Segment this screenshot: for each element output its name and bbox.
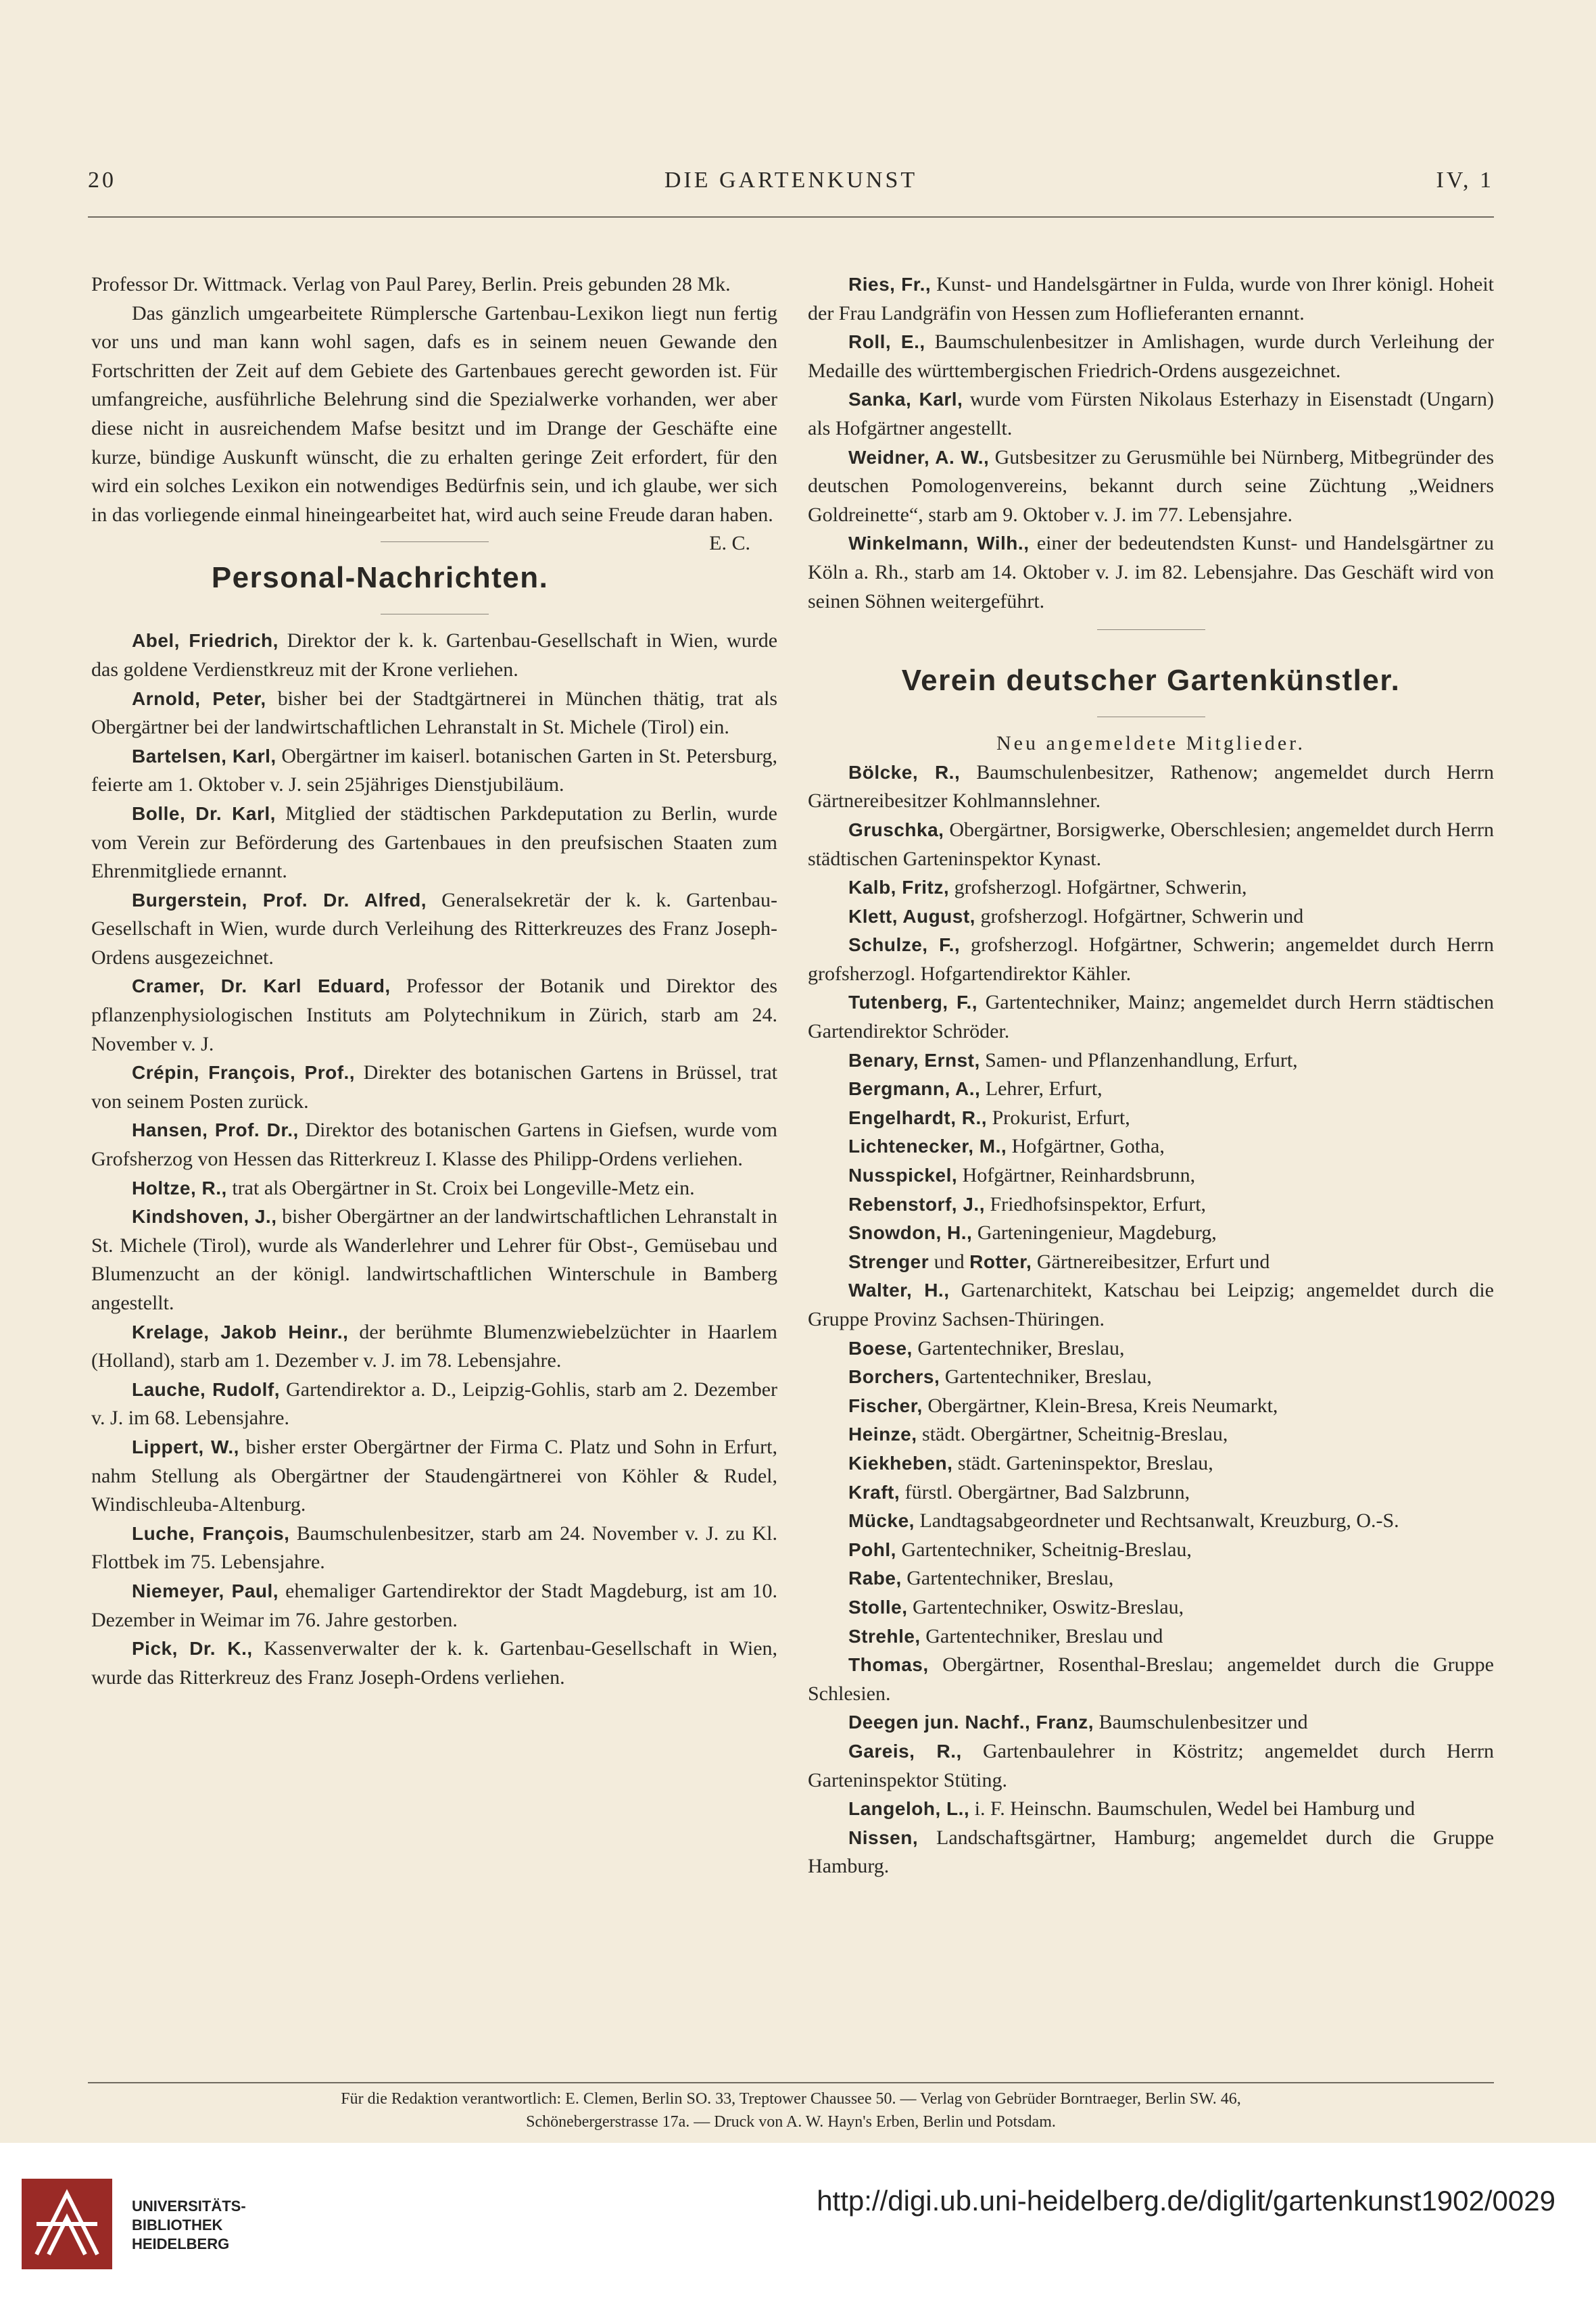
running-header <box>88 168 1494 208</box>
entry-name: Weidner, A. W., <box>848 446 990 468</box>
entry-text: Kassenverwalter der k. k. Gartenbau-Gesellschaft in Wien, wurde das Ritterkreuz des Franz Joseph-Ordens verliehen. <box>91 1637 778 1689</box>
entry-text: Direktor des botanischen Gartens in Giefsen, wurde vom Grofsherzog von Hessen das Ritterkreuz I. Klasse des Philipp-Ordens verliehen. <box>91 1119 777 1171</box>
review-citation: Professor Dr. Wittmack. Verlag von Paul Parey, Berlin. Preis gebunden 28 Mk. <box>91 273 731 295</box>
personal-entries <box>91 627 777 1692</box>
entry-name: Pohl, <box>848 1539 896 1560</box>
entry-text: Landschaftsgärtner, Hamburg; angemeldet durch die Gruppe Hamburg. <box>808 1826 1495 1878</box>
imprint-line-2: Schönebergerstrasse 17a. — Druck von A. W. Hayn's Erben, Berlin und Potsdam. <box>526 2113 1056 2131</box>
entry <box>808 1276 1494 1334</box>
entry-name: Lichtenecker, M., <box>848 1136 1007 1157</box>
entry-text: Obergärtner, Rosenthal-Breslau; angemeldet durch die Gruppe Schlesien. <box>808 1653 1494 1705</box>
member-list <box>808 758 1494 1881</box>
entry-text: Gutsbesitzer zu Gerusmühle bei Nürnberg, Mitbegründer des deutschen Pomologenvereins, bekannt durch seine Züchtung „Weidners Goldreinette“, starb am 9. Oktober v. J. im 77. Lebensjahre. <box>808 445 1494 526</box>
entry-name: Snowdon, H., <box>848 1222 973 1244</box>
entry <box>808 1708 1494 1737</box>
entry <box>91 886 777 973</box>
library-name: UNIVERSITÄTS- BIBLIOTHEK HEIDELBERG <box>132 2198 246 2252</box>
entry-name: Hansen, Prof. Dr., <box>132 1119 299 1141</box>
section-title-personal: Personal-Nachrichten. <box>211 561 549 595</box>
entry <box>808 529 1494 616</box>
page-number: 20 <box>88 168 116 193</box>
entry <box>808 443 1494 530</box>
entry-text: Gartentechniker, Mainz; angemeldet durch Herrn städtischen Gartendirektor Schröder. <box>808 991 1495 1043</box>
entry <box>808 1161 1494 1190</box>
separator-rule <box>1097 629 1205 630</box>
entry <box>808 931 1494 988</box>
entry <box>91 800 777 886</box>
entry-text: grofsherzogl. Hofgärtner, Schwerin und <box>980 904 1304 927</box>
entry <box>91 1116 777 1174</box>
entry-name: Heinze, <box>848 1424 917 1445</box>
entry <box>808 270 1494 328</box>
entry-text: Obergärtner, Klein-Bresa, Kreis Neumarkt, <box>927 1394 1278 1417</box>
entry-name: Crépin, François, Prof., <box>132 1062 356 1084</box>
entry-name: Nissen, <box>848 1827 919 1848</box>
entry-text: Hofgärtner, Reinhardsbrunn, <box>962 1164 1196 1187</box>
entry <box>808 385 1494 443</box>
left-column <box>91 270 777 1692</box>
entry <box>91 1059 777 1116</box>
entry-name: Strehle, <box>848 1625 921 1647</box>
entry-name: Deegen jun. Nachf., Franz, <box>848 1712 1094 1733</box>
entry-text: Gartenbaulehrer in Köstritz; angemeldet durch Herrn Garteninspektor Stüting. <box>808 1739 1494 1791</box>
entry-name: Winkelmann, Wilh., <box>848 533 1030 554</box>
entry-text: Gärtnereibesitzer, Erfurt und <box>1036 1250 1270 1273</box>
entry <box>808 1478 1494 1507</box>
review-signature: E. C. <box>709 532 750 555</box>
entry-name: Thomas, <box>848 1654 929 1676</box>
entry <box>91 1376 777 1433</box>
entry-name: Holtze, R., <box>132 1177 227 1199</box>
entry-name: Nusspickel, <box>848 1165 958 1186</box>
entry-text: Samen- und Pflanzenhandlung, Erfurt, <box>985 1048 1298 1071</box>
entry <box>91 972 777 1059</box>
entry <box>808 1622 1494 1651</box>
entry-name: Roll, E., <box>848 331 925 353</box>
entry-text: ehemaliger Gartendirektor der Stadt Magdeburg, ist am 10. Dezember in Weimar im 76. Jahre gestorben. <box>91 1579 777 1631</box>
entry <box>91 1318 777 1376</box>
imprint <box>88 2087 1494 2133</box>
entry-name: Lauche, Rudolf, <box>132 1378 281 1400</box>
header-rule <box>88 216 1494 218</box>
entry <box>91 1174 777 1203</box>
entry <box>808 328 1494 385</box>
source-url-link[interactable]: http://digi.ub.uni-heidelberg.de/diglit/gartenkunst1902/0029 <box>817 2185 1555 2217</box>
entry-name: Rabe, <box>848 1568 902 1589</box>
entry-name: Mücke, <box>848 1510 915 1532</box>
entry-name: Abel, Friedrich, <box>132 630 279 652</box>
entry-name: Niemeyer, Paul, <box>132 1580 279 1601</box>
entry-name: Bolle, Dr. Karl, <box>132 802 276 824</box>
entry-text: Gartenarchitekt, Katschau bei Leipzig; angemeldet durch die Gruppe Provinz Sachsen-Thüringen. <box>808 1279 1494 1330</box>
entry-name: Arnold, Peter, <box>132 687 266 709</box>
entry <box>91 1433 777 1520</box>
entry <box>808 758 1494 816</box>
entry <box>808 1190 1494 1219</box>
entry <box>91 627 777 684</box>
review-body: Das gänzlich umgearbeitete Rümplersche Gartenbau-Lexikon liegt nun fertig vor uns und man kann wohl sagen, dafs es in seinem neuen Gewande den Fortschritten der Zeit auf dem Gebiete des Gartenbaues gerecht geworden ist. Für umfangreiche, ausführliche Belehrung sind die Spezialwerke vorhanden, wer aber diese nicht in ausreichendem Mafse besitzt und im Drange der Geschäfte eine kurze, bündige Auskunft wünscht, die zu erhalten geringe Zeit erfordert, für den wird ein solches Lexikon ein notwendiges Bedürfnis sein, und ich glaube, wer sich in das vorliegende einmal hineingearbeitet hat, wird auch seine Freude daran haben. E. C. <box>91 299 777 530</box>
entry-text: Garteningenieur, Magdeburg, <box>977 1222 1217 1244</box>
entry <box>808 1507 1494 1536</box>
entry <box>808 1363 1494 1392</box>
entry-text: grofsherzogl. Hofgärtner, Schwerin, <box>954 876 1247 899</box>
entry-name: Gareis, R., <box>848 1740 962 1762</box>
entry-name: Gruschka, <box>848 819 944 840</box>
entry-name: Ries, Fr., <box>848 274 932 295</box>
entry <box>808 1046 1494 1075</box>
entry <box>808 1132 1494 1161</box>
entry <box>808 1248 1494 1277</box>
entry-name: Schulze, F., <box>848 934 961 956</box>
entry-text: und <box>934 1250 965 1273</box>
footer-rule <box>88 2082 1494 2083</box>
entry-text: Gartentechniker, Breslau, <box>917 1336 1125 1359</box>
university-library-logo-icon <box>16 2173 118 2275</box>
entry <box>808 988 1494 1046</box>
entry-name: Rotter, <box>969 1251 1032 1272</box>
entry-name: Kiekheben, <box>848 1452 953 1474</box>
entry-text: städt. Garteninspektor, Breslau, <box>957 1451 1213 1474</box>
entry-text: Professor der Botanik und Direktor des pflanzenphysiologischen Instituts am Polytechnikum in Zürich, starb am 24. November v. J. <box>91 975 778 1055</box>
entry <box>91 685 777 742</box>
entry-text: Hofgärtner, Gotha, <box>1011 1135 1165 1158</box>
entry-name: Bergmann, A., <box>848 1078 981 1100</box>
entry-text: wurde vom Fürsten Nikolaus Esterhazy in Eisenstadt (Ungarn) als Hofgärtner angestellt. <box>808 388 1495 439</box>
entry-text: Gartentechniker, Breslau und <box>925 1624 1163 1647</box>
entry <box>808 1593 1494 1622</box>
entry-text: Baumschulenbesitzer, Rathenow; angemeldet durch Herrn Gärtnereibesitzer Kohlmannslehner. <box>808 760 1494 813</box>
subsection-title: Neu angemeldete Mitglieder. <box>996 732 1306 755</box>
entry-text: Direktor der k. k. Gartenbau-Gesellschaft in Wien, wurde das goldene Verdienstkreuz mit der Krone verliehen. <box>91 629 778 681</box>
entry-text: Friedhofsinspektor, Erfurt, <box>990 1192 1207 1215</box>
section-title-verein: Verein deutscher Gartenkünstler. <box>901 664 1401 698</box>
entry-text: grofsherzogl. Hofgärtner, Schwerin; angemeldet durch Herrn grofsherzogl. Hofgartendirektor Kähler. <box>808 934 1495 985</box>
entry-name: Cramer, Dr. Karl Eduard, <box>132 975 391 997</box>
entry <box>808 873 1494 902</box>
entry-name: Fischer, <box>848 1395 923 1416</box>
entry-text: Direkter des botanischen Gartens in Brüssel, trat von seinem Posten zurück. <box>91 1061 777 1113</box>
entry <box>808 1536 1494 1565</box>
entry <box>808 1075 1494 1104</box>
entry-name: Kraft, <box>848 1481 900 1503</box>
entry-text: bisher Obergärtner an der landwirtschaftlichen Lehranstalt in St. Michele (Tirol), wurde als Wanderlehrer und Lehrer für Obst-, Gemüsebau und Blumenzucht an der königl. landwirtschaftlichen Winterschule in Bamberg angestellt. <box>91 1205 777 1314</box>
entry <box>808 1824 1494 1881</box>
entry-text: Lehrer, Erfurt, <box>985 1078 1103 1101</box>
entry-text: Mitglied der städtischen Parkdeputation zu Berlin, wurde vom Verein zur Beförderung des Gartenbaues in den preufsischen Staaten zum Ehrenmitgliede ernannt. <box>91 802 777 883</box>
entry-text: Kunst- und Handelsgärtner in Fulda, wurde von Ihrer königl. Hoheit der Frau Landgräfin von Hessen zum Hoflieferanten ernannt. <box>808 273 1495 324</box>
entry-name: Strenger <box>848 1251 929 1272</box>
entry-name: Burgerstein, Prof. Dr. Alfred, <box>132 889 427 911</box>
entry <box>91 1577 777 1635</box>
entry-name: Pick, Dr. K., <box>132 1638 253 1660</box>
entry <box>808 1334 1494 1363</box>
entry-text: Obergärtner, Borsigwerke, Oberschlesien; angemeldet durch Herrn städtischen Garteninspektor Kynast. <box>808 818 1495 870</box>
entry <box>91 742 777 800</box>
imprint-line-1: Für die Redaktion verantwortlich: E. Clemen, Berlin SO. 33, Treptower Chaussee 50. — Verlag von Gebrüder Borntraeger, Berlin SW. 46, <box>341 2090 1241 2108</box>
entry-name: Langeloh, L., <box>848 1798 970 1820</box>
entry <box>808 1392 1494 1421</box>
entry-name: Bartelsen, Karl, <box>132 745 276 767</box>
entry <box>808 1651 1494 1708</box>
entry-text: bisher erster Obergärtner der Firma C. Platz und Sohn in Erfurt, nahm Stellung als Obergärtner der Staudengärtnerei von Köhler & Rudel, Windischleuba-Altenburg. <box>91 1435 777 1516</box>
entry-text: Gartentechniker, Oswitz-Breslau, <box>913 1595 1184 1618</box>
entry <box>808 816 1494 873</box>
entry-name: Tutenberg, F., <box>848 992 978 1013</box>
entry-name: Boese, <box>848 1337 913 1359</box>
entry-name: Bölcke, R., <box>848 761 961 783</box>
entry-text: Gartentechniker, Breslau, <box>944 1365 1152 1388</box>
entry-text: Landtagsabgeordneter und Rechtsanwalt, Kreuzburg, O.-S. <box>919 1509 1399 1532</box>
entry-text: einer der bedeutendsten Kunst- und Handelsgärtner zu Köln a. Rh., starb am 14. Oktober v. J. im 82. Lebensjahre. Das Geschäft wird von seinen Söhnen weitergeführt. <box>808 532 1495 612</box>
entry-text: Baumschulenbesitzer, starb am 24. November v. J. zu Kl. Flottbek im 75. Lebensjahre. <box>91 1522 778 1574</box>
entry-text: Gartentechniker, Scheitnig-Breslau, <box>901 1538 1192 1561</box>
entry-name: Lippert, W., <box>132 1436 239 1457</box>
entry <box>808 1219 1494 1248</box>
journal-title: DIE GARTENKUNST <box>664 168 918 193</box>
entry-name: Borchers, <box>848 1366 940 1388</box>
entry-text: fürstl. Obergärtner, Bad Salzbrunn, <box>904 1480 1190 1503</box>
volume-number: IV, 1 <box>1436 168 1494 193</box>
entry-text: bisher bei der Stadtgärtnerei in München thätig, trat als Obergärtner bei der landwirtschaftlichen Lehranstalt in St. Michele (Tirol) ein. <box>91 687 777 739</box>
entry <box>808 1449 1494 1478</box>
entry-text: Gartentechniker, Breslau, <box>906 1567 1114 1590</box>
entry <box>808 1564 1494 1593</box>
entry-name: Luche, François, <box>132 1522 290 1544</box>
entry <box>808 1420 1494 1449</box>
right-column <box>808 270 1494 1881</box>
entry-text: trat als Obergärtner in St. Croix bei Longeville-Metz ein. <box>232 1176 695 1199</box>
personal-entries-continued <box>808 270 1494 616</box>
entry-name: Kindshoven, J., <box>132 1206 277 1228</box>
entry <box>91 1520 777 1577</box>
entry-text: der berühmte Blumenzwiebelzüchter in Haarlem (Holland), starb am 1. Dezember v. J. im 78. Lebensjahre. <box>91 1320 777 1372</box>
entry <box>808 902 1494 932</box>
entry-text: Gartendirektor a. D., Leipzig-Gohlis, starb am 2. Dezember v. J. im 68. Lebensjahre. <box>91 1378 778 1430</box>
entry-text: städt. Obergärtner, Scheitnig-Breslau, <box>922 1423 1228 1446</box>
entry-text: Obergärtner im kaiserl. botanischen Garten in St. Petersburg, feierte am 1. Oktober v. J. sein 25jähriges Dienstjubiläum. <box>91 744 778 796</box>
entry-name: Engelhardt, R., <box>848 1107 988 1128</box>
entry-name: Klett, August, <box>848 905 975 927</box>
entry-text: Prokurist, Erfurt, <box>992 1106 1130 1129</box>
entry <box>808 1795 1494 1824</box>
entry <box>808 1737 1494 1795</box>
entry-name: Benary, Ernst, <box>848 1049 980 1071</box>
separator-rule <box>381 541 489 542</box>
entry-name: Sanka, Karl, <box>848 389 963 410</box>
entry-name: Kalb, Fritz, <box>848 877 950 898</box>
entry <box>808 1104 1494 1133</box>
entry-text: Baumschulenbesitzer in Amlishagen, wurde durch Verleihung der Medaille des württembergischen Friedrich-Ordens ausgezeichnet. <box>808 331 1494 382</box>
entry <box>91 1203 777 1317</box>
entry-name: Krelage, Jakob Heinr., <box>132 1321 349 1343</box>
entry-text: i. F. Heinschn. Baumschulen, Wedel bei Hamburg und <box>974 1797 1416 1820</box>
entry-text: Baumschulenbesitzer und <box>1098 1711 1308 1734</box>
entry <box>91 1635 777 1692</box>
entry-name: Rebenstorf, J., <box>848 1193 985 1215</box>
entry-text: Generalsekretär der k. k. Gartenbau-Gesellschaft in Wien, wurde durch Verleihung des Ritterkreuzes des Franz Joseph-Ordens ausgezeichnet. <box>91 888 778 969</box>
entry-name: Walter, H., <box>848 1280 950 1301</box>
entry-name: Stolle, <box>848 1596 908 1618</box>
